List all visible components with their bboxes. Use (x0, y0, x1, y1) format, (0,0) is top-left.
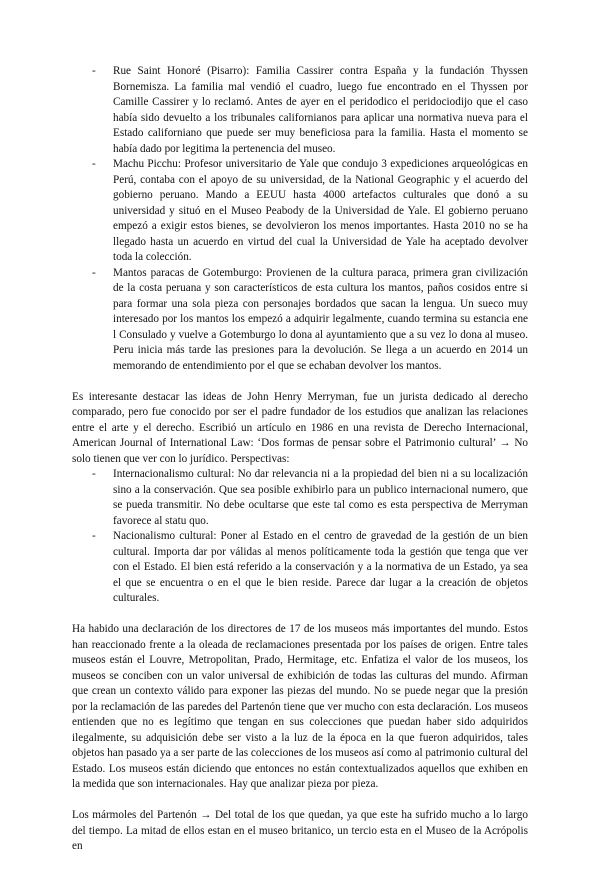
cases-list (72, 64, 528, 374)
list-item-mantos-paracas: - Mantos paracas de Gotemburgo: Provienen de la cultura paraca, primera gran civilización de la costa peruana y son característicos de esta cultura los mantos, paños cosidos entre si para formar una sola pieza con personajes bordados que sacan la lengua. Un sueco muy interesado por los mantos los empezó a adquirir legalmente, cuando termina su estancia ene l Consulado y vuelve a Gotemburgo lo dona al ayuntamiento que a su vez lo dona al museo. Peru inicia más tarde las presiones para la devolución. Se llega a un acuerdo en 2014 un memorando de entendimiento por el que se echaban devolver los mantos. (92, 266, 528, 372)
bullet-dash: - (92, 468, 96, 480)
list-item-internacionalismo: - Internacionalismo cultural: No dar relevancia ni a la propiedad del bien ni a su localización sino a la conservación. Que sea posible exhibirlo para un publico internacional numero, que se pueda transmitir. No debe ocultarse que este tal como es esta perspectiva de Merryman favorece al statu quo. (92, 468, 528, 527)
bullet-dash: - (92, 530, 96, 542)
bullet-dash: - (92, 266, 96, 279)
document-page (72, 64, 528, 870)
perspectives-list (72, 467, 528, 607)
paragraph-marmoles: Los mármoles del Partenón → Del total de los que quedan, ya que este ha sufrido mucho a lo largo del tiempo. La mitad de ellos estan en el museo britanico, un tercio esta en el Museo de la Acrópolis en (72, 809, 528, 852)
list-item-nacionalismo: - Nacionalismo cultural: Poner al Estado en el centro de gravedad de la gestión de un bien cultural. Importa dar por válidas al menos políticamente toda la gestión que tenga que ver con el Estado. El bien está referido a la conservación y a la normativa de un Estado, ya sea el que se encuentra o en el que le bien reside. Parece dar lugar a la creación de objetos culturales. (92, 530, 528, 604)
list-item-rue-saint-honore: - Rue Saint Honoré (Pisarro): Familia Cassirer contra España y la fundación Thyssen Bornemisza. La familia mal vendió el cuadro, luego fue encontrado en el Thyssen por Camille Cassirer y lo reclamó. Antes de ayer en el peridodico el peridociodijo que el caso había sido devuelto a los tribunales californianos para aplicar una normativa nueva para el Estado californiano que puede ser muy beneficiosa para la familia. Hasta el momento se había dado por legitima la pertenencia del museo. (92, 65, 528, 155)
bullet-dash: - (92, 65, 96, 77)
paragraph-merryman: Es interesante destacar las ideas de John Henry Merryman, fue un jurista dedicado al derecho comparado, pero fue conocido por ser el padre fundador de los estudios que analizan las relaciones entre el arte y el derecho. Escribió un artículo en 1986 en una revista de Derecho Internacional, American Journal of International Law: ‘Dos formas de pensar sobre el Patrimonio cultural’ → No solo tienen que ver con lo jurídico. Perspectivas: (72, 390, 528, 465)
list-item-machu-picchu: - Machu Picchu: Profesor universitario de Yale que condujo 3 expediciones arqueológicas en Perú, contaba con el apoyo de su universidad, de la National Geographic y el acuerdo del gobierno peruano. Mando a EEUU hasta 4000 artefactos culturales que donó a su universidad y situó en el Museo Peabody de la Universidad de Yale. El gobierno peruano empezó a exigir estos bienes, se devolvieron los menos importantes. Hasta 2010 no se ha llegado hasta un acuerdo en virtud del cual la Universidad de Yale ha aceptado devolver toda la colección. (92, 158, 528, 263)
paragraph-declaracion: Ha habido una declaración de los directores de 17 de los museos más importantes del mundo. Estos han reaccionado frente a la oleada de reclamaciones presentada por los países de origen. Entre tales museos están el Louvre, Metropolitan, Prado, Hermitage, etc. Enfatiza el valor de los museos, los museos se conciben con un valor universal de exhibición de todas las culturas del mundo. Afirman que crean un contexto válido para exponer las piezas del mundo. No se puede negar que la presión por la reclamación de las paredes del Partenón tiene que ver mucho con esta declaración. Los museos entienden que no es legítimo que tengan en sus colecciones que puedan haber sido adquiridos ilegalmente, su adquisición debe ser visto a la luz de la época en la que fueron adquiridos, tales objetos han pasado ya a ser parte de las colecciones de los museos así como al patrimonio cultural del Estado. Los museos están diciendo que entonces no están contextualizados aquellos que exhiben en la medida que son internacionales. Hay que analizar pieza por pieza. (72, 623, 528, 790)
bullet-dash: - (92, 158, 96, 170)
